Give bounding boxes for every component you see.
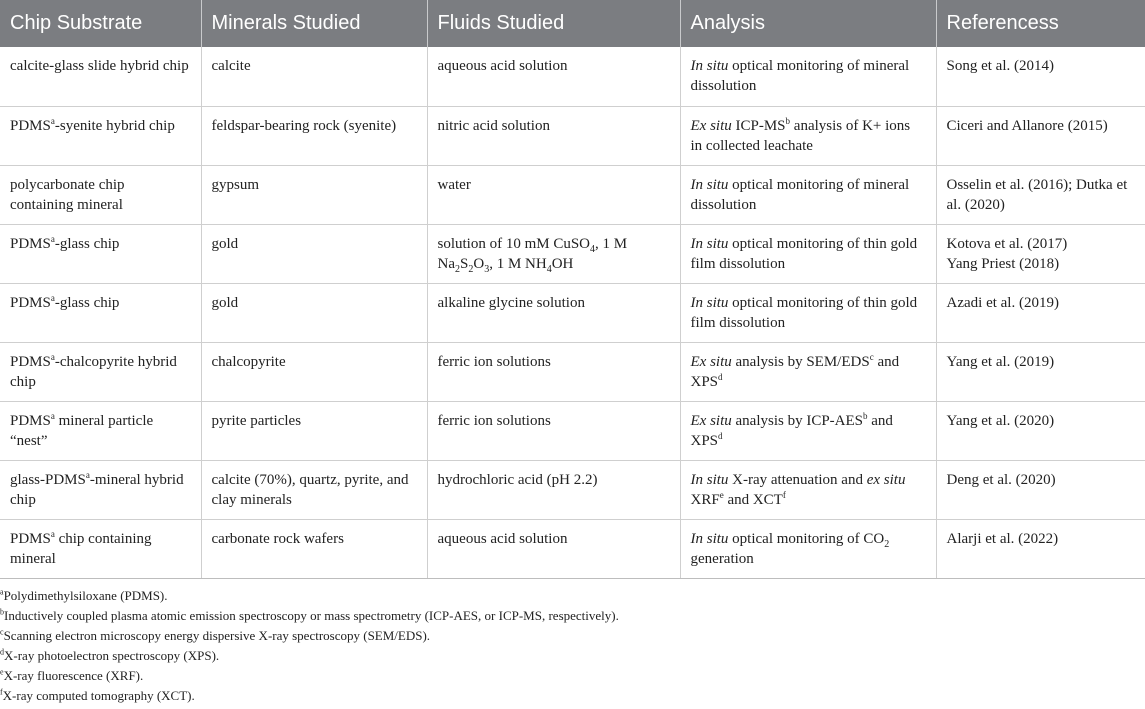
cell-analysis: In situ X-ray attenuation and ex situ XRF$^e$ and XCT$^f$ [680,460,936,519]
cell-chip-substrate: PDMS$^a$ chip containing mineral [0,519,201,578]
table-row [0,519,1145,578]
table-row [0,342,1145,401]
cell-references: Osselin et al. (2016); Dutka et al. (2020) [936,165,1145,224]
footnote: $^e$X-ray fluorescence (XRF). [0,667,144,683]
cell-fluids: ferric ion solutions [427,342,680,401]
cell-minerals: pyrite particles [201,401,427,460]
cell-minerals: gypsum [201,165,427,224]
cell-analysis: In situ optical monitoring of mineral dissolution [680,47,936,106]
cell-minerals: calcite [201,47,427,106]
footnote: $^b$Inductively coupled plasma atomic emission spectroscopy or mass spectrometry (ICP-AES, or ICP-MS, respectively). [0,607,619,623]
footnote: $^c$Scanning electron microscopy energy dispersive X-ray spectroscopy (SEM/EDS). [0,627,431,643]
footnote: $^a$Polydimethylsiloxane (PDMS). [0,587,168,603]
cell-chip-substrate: PDMS$^a$ mineral particle “nest” [0,401,201,460]
cell-analysis: Ex situ ICP-$MS^b$ analysis of K+ ions in collected leachate [680,106,936,165]
cell-analysis: In situ optical monitoring of mineral dissolution [680,165,936,224]
header-minerals-studied: Minerals Studied [201,0,427,47]
footnote: $^d$X-ray photoelectron spectroscopy (XPS). [0,647,220,663]
table-row [0,165,1145,224]
table-header [0,0,1145,47]
cell-analysis: Ex situ analysis by ICP-AES$^b$ and XPS$^d$ [680,401,936,460]
cell-references: Yang et al. (2019) [936,342,1145,401]
cell-fluids: nitric acid solution [427,106,680,165]
table-row [0,47,1145,106]
cell-minerals: calcite (70%), quartz, pyrite, and clay minerals [201,460,427,519]
cell-references: Song et al. (2014) [936,47,1145,106]
cell-fluids: ferric ion solutions [427,401,680,460]
cell-chip-substrate: calcite-glass slide hybrid chip [0,47,201,106]
cell-minerals: carbonate rock wafers [201,519,427,578]
table-row [0,460,1145,519]
cell-references: Ciceri and Allanore (2015) [936,106,1145,165]
cell-fluids: solution of 10 mM CuSO$_4$, 1 M $Na_2S_2O_3$, 1 M $NH_4OH$ [427,224,680,283]
cell-references: Yang et al. (2020) [936,401,1145,460]
cell-minerals: feldspar-bearing rock (syenite) [201,106,427,165]
table-row [0,401,1145,460]
cell-references: Deng et al. (2020) [936,460,1145,519]
header-fluids-studied: Fluids Studied [427,0,680,47]
table-row [0,283,1145,342]
table-body [0,47,1145,578]
cell-chip-substrate: PDMS$^a$-glass chip [0,224,201,283]
cell-chip-substrate: polycarbonate chip containing mineral [0,165,201,224]
cell-analysis: In situ optical monitoring of thin gold film dissolution [680,283,936,342]
footnote: $^f$X-ray computed tomography (XCT). [0,687,195,703]
header-row [0,0,1145,47]
cell-chip-substrate: glass-PDMS$^a$-mineral hybrid chip [0,460,201,519]
cell-fluids: hydrochloric acid (pH 2.2) [427,460,680,519]
cell-references: Alarji et al. (2022) [936,519,1145,578]
cell-chip-substrate: PDMS$^a$-syenite hybrid chip [0,106,201,165]
cell-references: Kotova et al. (2017) Yang Priest (2018) [936,224,1145,283]
cell-chip-substrate: PDMS$^a$-glass chip [0,283,201,342]
header-analysis: Analysis [680,0,936,47]
cell-chip-substrate: PDMS$^a$-chalcopyrite hybrid chip [0,342,201,401]
cell-fluids: alkaline glycine solution [427,283,680,342]
cell-analysis: In situ optical monitoring of thin gold film dissolution [680,224,936,283]
cell-analysis: In situ optical monitoring of $CO_2$ generation [680,519,936,578]
header-references: Referencess [936,0,1145,47]
table-row [0,224,1145,283]
table-row [0,106,1145,165]
cell-minerals: chalcopyrite [201,342,427,401]
cell-references: Azadi et al. (2019) [936,283,1145,342]
cell-analysis: Ex situ analysis by SEM/EDS$^c$ and XPS$^d$ [680,342,936,401]
header-chip-substrate: Chip Substrate [10,12,143,34]
cell-fluids: water [427,165,680,224]
cell-minerals: gold [201,283,427,342]
cell-fluids: aqueous acid solution [427,519,680,578]
cell-minerals: gold [201,224,427,283]
footnotes [0,586,1145,706]
cell-fluids: aqueous acid solution [427,47,680,106]
